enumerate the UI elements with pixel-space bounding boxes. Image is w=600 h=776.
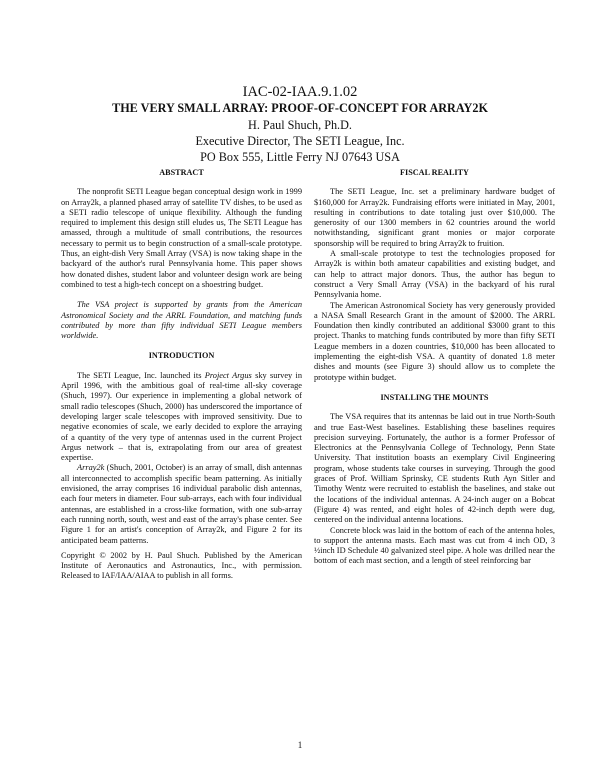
mounts-paragraph-1: The VSA requires that its antennas be laid out in true North-South and true East-West baselines. Establishing these baselines requires precision surveying. Fortunately, the author is a former Professor of Electronics at the Pennsylvania College of Technology, Penn State University. That institution boasts an exemplary Civil Engineering program, whose students take courses in surveying. Through the good graces of Prof. William Sprinsky, CE students Ruth Ayn Sitler and Timothy Wentz were recruited to establish the baselines, and stake out the locations of the individual antennas. A 24-inch auger on a Bobcat (Figure 4) was rented, and eight holes of 42-inch depth were dug, centered on the individual antenna locations.: [314, 412, 555, 525]
paper-header: [0, 84, 600, 165]
mounts-paragraph-2: Concrete block was laid in the bottom of each of the antenna holes, to support the antenna masts. Each mast was cut from 4 inch OD, 3 ½inch ID Schedule 40 galvanized steel pipe. A hole was drilled near the bottom of each mast section, and a length of steel reinforcing bar: [314, 525, 555, 566]
introduction-heading: INTRODUCTION: [148, 351, 215, 361]
paper-code: IAC-02-IAA.9.1.02: [242, 84, 358, 100]
author-position: Executive Director, The SETI League, Inc.: [195, 134, 405, 148]
copyright-notice: [61, 551, 302, 582]
author-address: PO Box 555, Little Ferry NJ 07643 USA: [200, 150, 400, 164]
fiscal-heading: FISCAL REALITY: [400, 168, 469, 177]
fiscal-paragraph-3: The American Astronomical Society has very generously provided a NASA Small Research Grant in the amount of $2000. The ARRL Foundation then kindly contributed an additional $3000 grant to this project. Thanks to matching funds contributed by more than fifty SETI League members in a dozen countries, $10,000 has been allocated to implementing the eight-dish VSA. A quantity of donated 1.8 meter dishes and mounts (see Figure 3) should allow us to complete the prototype within budget.: [314, 300, 555, 382]
abstract-heading: ABSTRACT: [159, 168, 204, 177]
copyright-text: Copyright © 2002 by H. Paul Shuch. Published by the American Institute of Aeronautics and Astronautics, Inc., with permission. Released to IAF/IAA/AIAA to publish in all forms.: [61, 550, 302, 581]
funding-note-text: The VSA project is supported by grants from the American Astronomical Society and the ARRL Foundation, and matching funds contributed by more than fifty individual SETI League members worldwide.: [61, 300, 302, 341]
introduction-paragraph-1: The SETI League, Inc. launched its Project Argus sky survey in April 1996, with the ambitious goal of real-time all-sky coverage (Shuch, 1997). Our experience in implementing a global network of small radio telescopes (Shuch, 2000) has underscored the importance of developing larger scale telescopes with improved sensitivity. Due to negative economies of scale, we early decided to explore the arraying of a quantity of the very type of antennas used in the current Project Argus network – that is, extrapolating from our area of greatest expertise.: [61, 370, 302, 463]
funding-note: [61, 300, 302, 341]
right-column: [314, 168, 555, 567]
left-column: [61, 168, 302, 582]
fiscal-paragraph-1: The SETI League, Inc. set a preliminary hardware budget of $160,000 for Array2k. Fundraising efforts were initiated in May, 2001, resulting in contributions to date totaling just over $10,000. The generosity of our 1300 members in 62 countries around the world notwithstanding, significant grant monies or major corporate sponsorship will be required to bring Array2k to fruition.: [314, 187, 555, 248]
abstract-paragraph: The nonprofit SETI League began conceptual design work in 1999 on Array2k, a planned phased array of satellite TV dishes, to be used as a SETI radio telescope of unique flexibility. Although the funding required to implement this design still eludes us, The SETI League has amassed, through a multitude of small contributions, the resources necessary to permit us to begin construction of a small-scale prototype. Thus, an eight-dish Very Small Array (VSA) is now taking shape in the backyard of the author's rural Pennsylvania home. This paper shows how donated dishes, student labor and volunteer design work are being combined to test a high-tech concept on a shoestring budget.: [61, 187, 302, 289]
page-number: 1: [297, 740, 303, 750]
author-name: H. Paul Shuch, Ph.D.: [248, 118, 352, 132]
paper-title: THE VERY SMALL ARRAY: PROOF-OF-CONCEPT FOR ARRAY2K: [112, 101, 488, 115]
mounts-heading: INSTALLING THE MOUNTS: [380, 392, 489, 402]
fiscal-paragraph-2: A small-scale prototype to test the technologies proposed for Array2k is within both amateur capabilities and existing budget, and can help to attract major donors. Thus, the author has begun to construct a Very Small Array (VSA) in the backyard of his rural Pennsylvania home.: [314, 249, 555, 300]
introduction-paragraph-2: Array2k (Shuch, 2001, October) is an array of small, dish antennas all interconnected to accomplish specific beam patterning. As initially envisioned, the array comprises 16 individual parabolic dish antennas, each four meters in diameter. Four sub-arrays, each with four individual antennas, are established in a cross-like formation, with one sub-array each running north, south, west and east of the array's phase center. See Figure 1 for an artist's conception of Array2k, and Figure 2 for its anticipated beam patterns.: [61, 463, 302, 545]
